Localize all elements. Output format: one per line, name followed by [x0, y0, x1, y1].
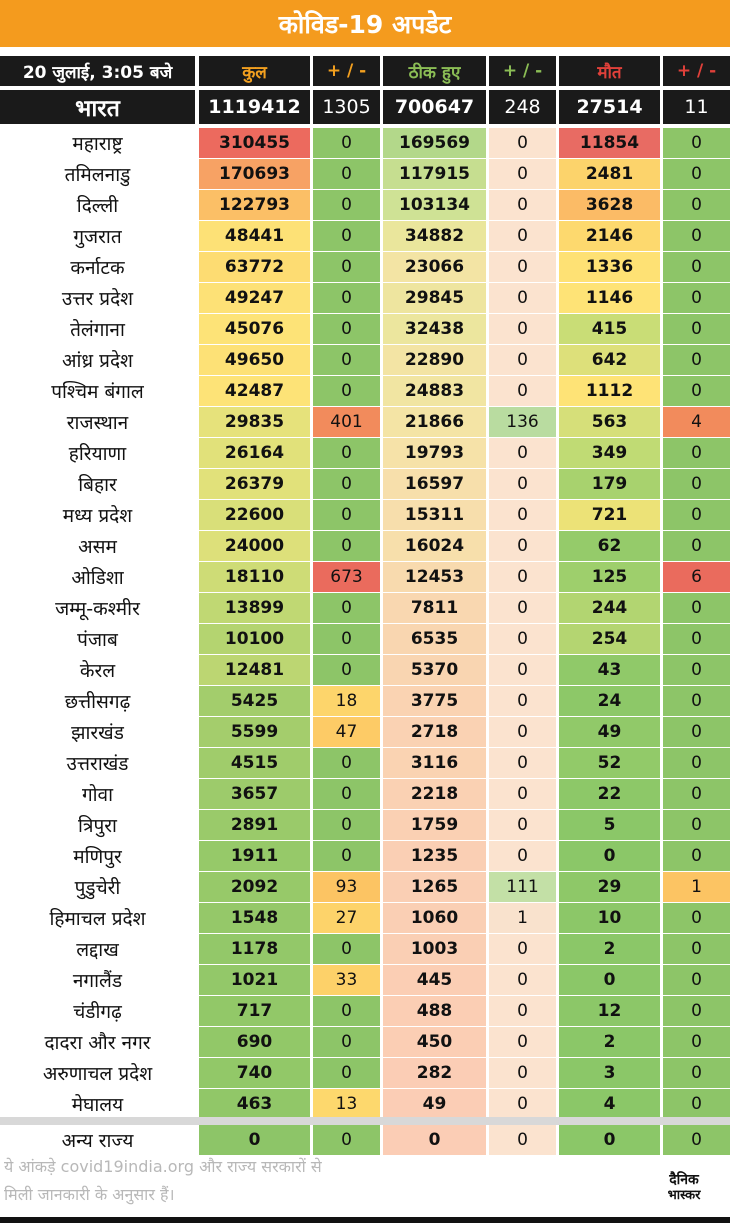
state-change-recovered: 111 [489, 872, 556, 902]
table-row [0, 779, 730, 809]
state-change-recovered: 0 [489, 190, 556, 220]
table-row [0, 903, 730, 933]
state-change-deaths: 0 [663, 221, 730, 251]
state-total: 690 [199, 1027, 310, 1057]
state-recovered: 23066 [383, 252, 486, 282]
state-change-deaths: 0 [663, 810, 730, 840]
state-total: 5599 [199, 717, 310, 747]
state-recovered: 16024 [383, 531, 486, 561]
state-change-recovered: 0 [489, 500, 556, 530]
state-change-deaths: 0 [663, 841, 730, 871]
state-change-deaths: 0 [663, 717, 730, 747]
state-recovered: 1003 [383, 934, 486, 964]
state-total: 5425 [199, 686, 310, 716]
state-change-recovered: 0 [489, 655, 556, 685]
state-change-recovered: 0 [489, 748, 556, 778]
state-total: 49650 [199, 345, 310, 375]
table-row [0, 1027, 730, 1057]
state-change-total: 0 [313, 810, 380, 840]
state-total: 22600 [199, 500, 310, 530]
state-name: असम [78, 536, 117, 558]
state-change-total: 0 [313, 283, 380, 313]
state-total: 463 [199, 1089, 310, 1119]
state-recovered: 6535 [383, 624, 486, 654]
state-deaths: 0 [559, 1125, 660, 1155]
state-change-recovered: 0 [489, 469, 556, 499]
state-change-total: 0 [313, 1125, 380, 1155]
state-change-total: 33 [313, 965, 380, 995]
brand-logo [656, 1168, 712, 1208]
state-recovered: 445 [383, 965, 486, 995]
state-change-recovered: 0 [489, 624, 556, 654]
state-recovered: 32438 [383, 314, 486, 344]
state-total: 26379 [199, 469, 310, 499]
state-change-total: 0 [313, 624, 380, 654]
state-name: केरल [79, 660, 116, 682]
state-total: 0 [199, 1125, 310, 1155]
source-note-line1: ये आंकड़े covid19india.org और राज्य सरकारों से [4, 1157, 322, 1176]
state-total: 48441 [199, 221, 310, 251]
state-change-total: 0 [313, 190, 380, 220]
state-change-recovered: 0 [489, 1089, 556, 1119]
state-change-total: 0 [313, 159, 380, 189]
state-change-recovered: 0 [489, 221, 556, 251]
state-total: 13899 [199, 593, 310, 623]
state-change-total: 18 [313, 686, 380, 716]
state-change-recovered: 0 [489, 531, 556, 561]
state-recovered: 24883 [383, 376, 486, 406]
state-change-recovered: 0 [489, 717, 556, 747]
state-change-total: 0 [313, 779, 380, 809]
state-recovered: 2218 [383, 779, 486, 809]
table-row [0, 624, 730, 654]
table-row [0, 872, 730, 902]
state-change-total: 401 [313, 407, 380, 437]
state-name: अन्य राज्य [61, 1130, 134, 1152]
header-change-deaths: + / - [663, 56, 730, 86]
state-recovered: 450 [383, 1027, 486, 1057]
state-recovered: 1060 [383, 903, 486, 933]
page-title: कोविड-19 अपडेट [0, 0, 730, 47]
state-total: 1021 [199, 965, 310, 995]
state-change-total: 0 [313, 500, 380, 530]
state-name: गोवा [81, 784, 114, 806]
state-name: पुडुचेरी [74, 877, 121, 899]
state-deaths: 1112 [559, 376, 660, 406]
state-change-total: 0 [313, 593, 380, 623]
national-recovered: 700647 [383, 90, 486, 124]
state-recovered: 3775 [383, 686, 486, 716]
column-header-row [0, 56, 730, 86]
state-name: कर्नाटक [70, 257, 125, 279]
table-row [0, 810, 730, 840]
state-name: पश्चिम बंगाल [51, 381, 144, 403]
state-deaths: 2146 [559, 221, 660, 251]
state-deaths: 29 [559, 872, 660, 902]
state-change-total: 13 [313, 1089, 380, 1119]
state-deaths: 5 [559, 810, 660, 840]
state-name: दिल्ली [76, 195, 119, 217]
state-change-recovered: 0 [489, 314, 556, 344]
state-change-recovered: 0 [489, 686, 556, 716]
state-change-recovered: 0 [489, 345, 556, 375]
national-total-row [0, 90, 730, 124]
state-total: 2092 [199, 872, 310, 902]
table-row [0, 221, 730, 251]
state-name: आंध्र प्रदेश [62, 350, 133, 372]
table-row [0, 128, 730, 158]
state-recovered: 488 [383, 996, 486, 1026]
state-recovered: 5370 [383, 655, 486, 685]
state-total: 4515 [199, 748, 310, 778]
state-change-deaths: 0 [663, 345, 730, 375]
state-change-deaths: 0 [663, 965, 730, 995]
state-deaths: 62 [559, 531, 660, 561]
state-change-total: 0 [313, 252, 380, 282]
state-total: 310455 [199, 128, 310, 158]
state-change-deaths: 0 [663, 314, 730, 344]
state-total: 3657 [199, 779, 310, 809]
state-deaths: 3628 [559, 190, 660, 220]
state-change-recovered: 0 [489, 779, 556, 809]
state-recovered: 34882 [383, 221, 486, 251]
table-row [0, 438, 730, 468]
state-recovered: 282 [383, 1058, 486, 1088]
state-recovered: 12453 [383, 562, 486, 592]
state-recovered: 1759 [383, 810, 486, 840]
state-change-recovered: 0 [489, 252, 556, 282]
state-deaths: 0 [559, 965, 660, 995]
state-change-total: 0 [313, 469, 380, 499]
table-row [0, 1089, 730, 1119]
table-row [0, 314, 730, 344]
state-change-recovered: 0 [489, 810, 556, 840]
brand-logo-line1: दैनिक [669, 1172, 699, 1188]
state-change-deaths: 0 [663, 934, 730, 964]
state-deaths: 4 [559, 1089, 660, 1119]
state-total: 26164 [199, 438, 310, 468]
state-deaths: 125 [559, 562, 660, 592]
state-deaths: 0 [559, 841, 660, 871]
table-row [0, 283, 730, 313]
state-change-deaths: 0 [663, 593, 730, 623]
state-change-deaths: 0 [663, 438, 730, 468]
state-recovered: 2718 [383, 717, 486, 747]
state-recovered: 0 [383, 1125, 486, 1155]
state-change-deaths: 0 [663, 1058, 730, 1088]
state-name: उत्तराखंड [66, 753, 129, 775]
national-change-recovered: 248 [489, 90, 556, 124]
table-row [0, 345, 730, 375]
state-recovered: 22890 [383, 345, 486, 375]
national-name: भारत [0, 90, 195, 124]
state-change-deaths: 4 [663, 407, 730, 437]
bottom-bar [0, 1217, 730, 1223]
state-deaths: 563 [559, 407, 660, 437]
state-recovered: 3116 [383, 748, 486, 778]
state-change-deaths: 0 [663, 1089, 730, 1119]
state-name: नगालैंड [72, 970, 123, 992]
state-deaths: 49 [559, 717, 660, 747]
state-change-total: 0 [313, 1058, 380, 1088]
state-total: 170693 [199, 159, 310, 189]
state-total: 1911 [199, 841, 310, 871]
state-change-total: 0 [313, 128, 380, 158]
table-row [0, 500, 730, 530]
table-row [0, 190, 730, 220]
state-change-deaths: 0 [663, 128, 730, 158]
state-recovered: 7811 [383, 593, 486, 623]
state-change-recovered: 136 [489, 407, 556, 437]
state-change-deaths: 0 [663, 1027, 730, 1057]
state-change-total: 0 [313, 1027, 380, 1057]
state-total: 2891 [199, 810, 310, 840]
header-change-total: + / - [313, 56, 380, 86]
state-change-recovered: 0 [489, 965, 556, 995]
state-change-total: 0 [313, 531, 380, 561]
state-name: महाराष्ट्र [72, 133, 123, 155]
table-row [0, 655, 730, 685]
state-total: 18110 [199, 562, 310, 592]
state-name: छत्तीसगढ़ [64, 691, 131, 713]
state-change-deaths: 0 [663, 1125, 730, 1155]
state-change-deaths: 0 [663, 500, 730, 530]
state-deaths: 1146 [559, 283, 660, 313]
state-change-recovered: 0 [489, 934, 556, 964]
state-total: 12481 [199, 655, 310, 685]
table-row [0, 934, 730, 964]
table-row [0, 159, 730, 189]
state-deaths: 642 [559, 345, 660, 375]
state-change-recovered: 0 [489, 1125, 556, 1155]
state-change-total: 0 [313, 841, 380, 871]
state-change-recovered: 0 [489, 159, 556, 189]
state-total: 1548 [199, 903, 310, 933]
national-change-total: 1305 [313, 90, 380, 124]
state-deaths: 721 [559, 500, 660, 530]
national-total: 1119412 [199, 90, 310, 124]
state-change-deaths: 0 [663, 252, 730, 282]
state-name: ओडिशा [71, 567, 124, 589]
state-deaths: 10 [559, 903, 660, 933]
state-deaths: 1336 [559, 252, 660, 282]
state-change-recovered: 0 [489, 1058, 556, 1088]
state-deaths: 179 [559, 469, 660, 499]
state-deaths: 254 [559, 624, 660, 654]
state-change-recovered: 0 [489, 438, 556, 468]
source-note-line2: मिली जानकारी के अनुसार हैं। [4, 1185, 175, 1204]
national-deaths: 27514 [559, 90, 660, 124]
state-total: 45076 [199, 314, 310, 344]
state-change-total: 0 [313, 655, 380, 685]
state-name: लद्दाख [76, 939, 119, 961]
state-change-total: 0 [313, 934, 380, 964]
state-name: झारखंड [71, 722, 124, 744]
state-deaths: 24 [559, 686, 660, 716]
table-row [0, 376, 730, 406]
state-change-deaths: 0 [663, 159, 730, 189]
state-name: पंजाब [77, 629, 118, 651]
state-change-total: 0 [313, 221, 380, 251]
state-change-total: 0 [313, 996, 380, 1026]
table-row [0, 965, 730, 995]
table-row [0, 686, 730, 716]
state-change-recovered: 1 [489, 903, 556, 933]
state-deaths: 11854 [559, 128, 660, 158]
state-name: हिमाचल प्रदेश [49, 908, 146, 930]
state-change-deaths: 0 [663, 190, 730, 220]
state-deaths: 244 [559, 593, 660, 623]
state-recovered: 103134 [383, 190, 486, 220]
state-change-recovered: 0 [489, 841, 556, 871]
divider [0, 1117, 730, 1125]
state-change-recovered: 0 [489, 1027, 556, 1057]
state-name: चंडीगढ़ [73, 1001, 122, 1023]
state-deaths: 2 [559, 934, 660, 964]
state-name: हरियाणा [68, 443, 127, 465]
state-name: बिहार [78, 474, 117, 496]
state-total: 42487 [199, 376, 310, 406]
state-recovered: 19793 [383, 438, 486, 468]
state-name: दादरा और नगर [44, 1032, 151, 1054]
table-row [0, 593, 730, 623]
state-change-total: 0 [313, 748, 380, 778]
state-change-deaths: 0 [663, 748, 730, 778]
state-change-deaths: 1 [663, 872, 730, 902]
state-total: 740 [199, 1058, 310, 1088]
state-change-total: 0 [313, 345, 380, 375]
state-change-deaths: 0 [663, 655, 730, 685]
state-change-deaths: 0 [663, 376, 730, 406]
state-name: राजस्थान [66, 412, 129, 434]
state-total: 29835 [199, 407, 310, 437]
state-change-deaths: 0 [663, 996, 730, 1026]
state-change-total: 673 [313, 562, 380, 592]
state-change-total: 93 [313, 872, 380, 902]
state-deaths: 43 [559, 655, 660, 685]
table-row [0, 407, 730, 437]
state-change-deaths: 0 [663, 686, 730, 716]
table-row [0, 252, 730, 282]
state-change-total: 0 [313, 376, 380, 406]
state-deaths: 2 [559, 1027, 660, 1057]
state-total: 49247 [199, 283, 310, 313]
table-row [0, 1058, 730, 1088]
state-name: अरुणाचल प्रदेश [42, 1063, 153, 1085]
state-recovered: 169569 [383, 128, 486, 158]
state-change-recovered: 0 [489, 376, 556, 406]
state-total: 717 [199, 996, 310, 1026]
state-change-deaths: 0 [663, 624, 730, 654]
state-change-total: 0 [313, 438, 380, 468]
state-change-total: 27 [313, 903, 380, 933]
table-row [0, 1125, 730, 1155]
state-deaths: 415 [559, 314, 660, 344]
state-recovered: 117915 [383, 159, 486, 189]
state-change-recovered: 0 [489, 996, 556, 1026]
state-deaths: 3 [559, 1058, 660, 1088]
state-name: तेलंगाना [70, 319, 125, 341]
state-change-recovered: 0 [489, 128, 556, 158]
table-row [0, 717, 730, 747]
state-total: 10100 [199, 624, 310, 654]
state-name: मणिपुर [73, 846, 122, 868]
state-total: 24000 [199, 531, 310, 561]
header-change-recovered: + / - [489, 56, 556, 86]
state-name: मध्य प्रदेश [62, 505, 133, 527]
table-row [0, 531, 730, 561]
state-recovered: 1235 [383, 841, 486, 871]
table-row [0, 748, 730, 778]
state-total: 122793 [199, 190, 310, 220]
state-total: 63772 [199, 252, 310, 282]
state-deaths: 2481 [559, 159, 660, 189]
state-name: जम्मू-कश्मीर [55, 598, 140, 620]
state-change-recovered: 0 [489, 283, 556, 313]
state-name: मेघालय [71, 1094, 124, 1116]
state-change-recovered: 0 [489, 593, 556, 623]
header-deaths: मौत [559, 56, 660, 86]
table-row [0, 562, 730, 592]
state-deaths: 12 [559, 996, 660, 1026]
state-change-deaths: 0 [663, 469, 730, 499]
state-recovered: 49 [383, 1089, 486, 1119]
state-deaths: 52 [559, 748, 660, 778]
state-recovered: 21866 [383, 407, 486, 437]
table-row [0, 469, 730, 499]
state-name: तमिलनाडु [64, 164, 131, 186]
header-total: कुल [199, 56, 310, 86]
table-row [0, 996, 730, 1026]
state-recovered: 15311 [383, 500, 486, 530]
state-name: उत्तर प्रदेश [61, 288, 134, 310]
state-change-total: 0 [313, 314, 380, 344]
state-name: गुजरात [73, 226, 122, 248]
state-name: त्रिपुरा [78, 815, 117, 837]
state-recovered: 29845 [383, 283, 486, 313]
state-change-deaths: 0 [663, 283, 730, 313]
header-date: 20 जुलाई, 3:05 बजे [0, 56, 195, 86]
source-note [4, 1153, 524, 1209]
state-recovered: 1265 [383, 872, 486, 902]
state-deaths: 349 [559, 438, 660, 468]
state-change-deaths: 6 [663, 562, 730, 592]
national-change-deaths: 11 [663, 90, 730, 124]
state-deaths: 22 [559, 779, 660, 809]
table-row [0, 841, 730, 871]
header-recovered: ठीक हुए [383, 56, 486, 86]
state-change-deaths: 0 [663, 903, 730, 933]
state-recovered: 16597 [383, 469, 486, 499]
state-change-deaths: 0 [663, 779, 730, 809]
state-change-total: 47 [313, 717, 380, 747]
state-change-deaths: 0 [663, 531, 730, 561]
brand-logo-line2: भास्कर [667, 1188, 701, 1203]
state-total: 1178 [199, 934, 310, 964]
state-change-recovered: 0 [489, 562, 556, 592]
